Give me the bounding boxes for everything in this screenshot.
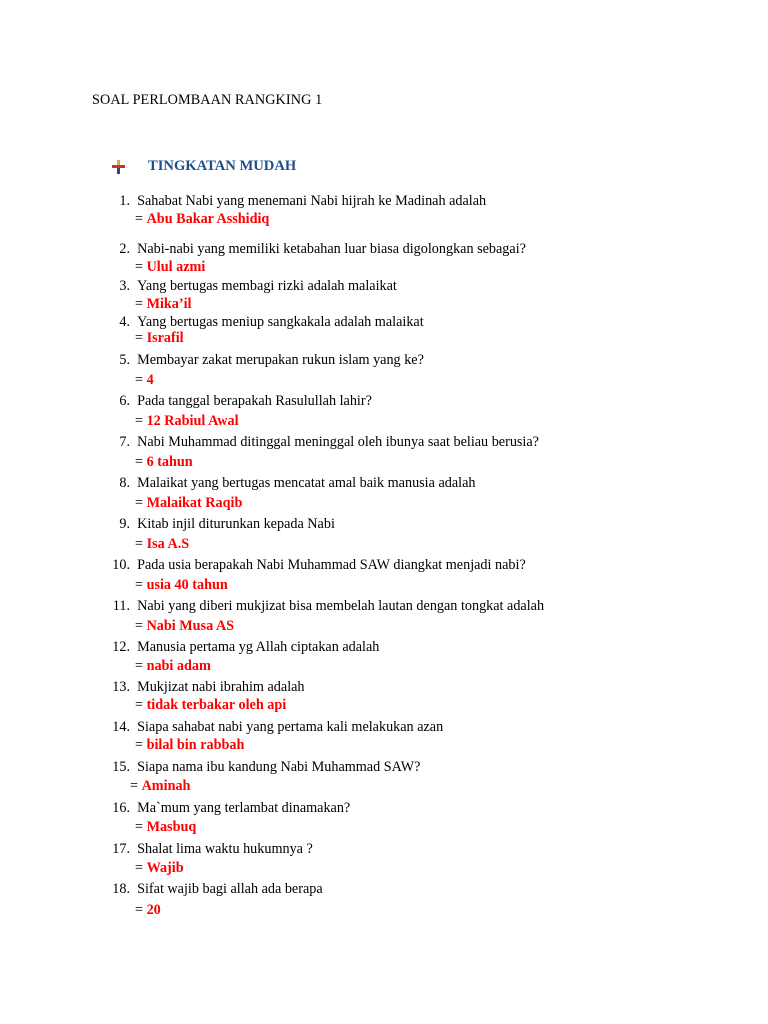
equals-sign: = <box>135 902 147 918</box>
question-text: Pada usia berapakah Nabi Muhammad SAW diangkat menjadi nabi? <box>130 557 526 573</box>
question-item <box>100 516 335 533</box>
equals-sign: = <box>135 860 147 876</box>
question-number: 8. <box>119 475 130 491</box>
answer-line <box>135 259 205 276</box>
section-heading-text: TINGKATAN MUDAH <box>148 158 297 174</box>
question-item <box>100 241 526 258</box>
section-heading <box>112 158 296 175</box>
question-text: Sifat wajib bagi allah ada berapa <box>130 881 323 897</box>
question-item <box>100 278 397 295</box>
question-text: Kitab injil diturunkan kepada Nabi <box>130 516 335 532</box>
equals-sign: = <box>135 259 147 275</box>
answer-text: Ulul azmi <box>146 259 206 275</box>
answer-text: Isa A.S <box>146 536 190 552</box>
answer-text: Abu Bakar Asshidiq <box>146 211 270 227</box>
answer-line <box>135 413 239 430</box>
question-number: 9. <box>119 516 130 532</box>
equals-sign: = <box>135 495 147 511</box>
question-item <box>100 759 420 776</box>
question-text: Nabi-nabi yang memiliki ketabahan luar biasa digolongkan sebagai? <box>130 241 526 257</box>
answer-text: 12 Rabiul Awal <box>146 413 239 429</box>
question-number: 4. <box>119 314 130 330</box>
equals-sign: = <box>135 413 147 429</box>
question-number: 14. <box>112 719 130 735</box>
equals-sign: = <box>135 536 147 552</box>
answer-text: nabi adam <box>146 658 211 674</box>
question-item <box>100 475 476 492</box>
answer-text: Mika’il <box>146 296 192 312</box>
question-number: 6. <box>119 393 130 409</box>
equals-sign: = <box>135 737 147 753</box>
question-item <box>100 639 379 656</box>
plus-bullet-icon <box>112 160 126 174</box>
question-text: Ma`mum yang terlambat dinamakan? <box>130 800 351 816</box>
question-number: 11. <box>112 598 130 614</box>
question-text: Mukjizat nabi ibrahim adalah <box>130 679 305 695</box>
answer-text: Wajib <box>146 860 184 876</box>
question-text: Shalat lima waktu hukumnya ? <box>130 841 313 857</box>
question-number: 15. <box>112 759 130 775</box>
question-item <box>100 193 486 210</box>
question-item <box>100 598 544 615</box>
question-item <box>100 800 350 817</box>
equals-sign: = <box>130 778 142 794</box>
answer-line <box>135 577 228 594</box>
question-text: Siapa sahabat nabi yang pertama kali melakukan azan <box>130 719 444 735</box>
document-title: SOAL PERLOMBAAN RANGKING 1 <box>92 92 323 108</box>
equals-sign: = <box>135 211 147 227</box>
question-text: Pada tanggal berapakah Rasulullah lahir? <box>130 393 372 409</box>
question-number: 16. <box>112 800 130 816</box>
answer-text: Masbuq <box>146 819 197 835</box>
question-number: 17. <box>112 841 130 857</box>
question-number: 1. <box>119 193 130 209</box>
answer-text: tidak terbakar oleh api <box>146 697 287 713</box>
question-text: Manusia pertama yg Allah ciptakan adalah <box>130 639 380 655</box>
answer-line <box>135 618 234 635</box>
question-text: Nabi yang diberi mukjizat bisa membelah lautan dengan tongkat adalah <box>130 598 545 614</box>
answer-line <box>135 211 269 228</box>
question-item <box>100 352 424 369</box>
answer-line <box>135 902 161 919</box>
answer-text: Malaikat Raqib <box>146 495 243 511</box>
equals-sign: = <box>135 697 147 713</box>
question-number: 12. <box>112 639 130 655</box>
question-number: 5. <box>119 352 130 368</box>
question-number: 13. <box>112 679 130 695</box>
answer-line <box>135 658 211 675</box>
question-item <box>100 393 372 410</box>
question-number: 3. <box>119 278 130 294</box>
answer-text: Aminah <box>141 778 191 794</box>
answer-line <box>135 860 184 877</box>
answer-text: 4 <box>146 372 154 388</box>
question-item <box>100 557 526 574</box>
answer-line <box>135 296 192 313</box>
question-text: Sahabat Nabi yang menemani Nabi hijrah ke Madinah adalah <box>130 193 487 209</box>
answer-line <box>135 330 184 347</box>
question-number: 7. <box>119 434 130 450</box>
answer-line <box>135 372 154 389</box>
answer-line <box>135 737 244 754</box>
question-number: 10. <box>112 557 130 573</box>
question-item <box>100 881 323 898</box>
equals-sign: = <box>135 658 147 674</box>
answer-line <box>135 454 193 471</box>
question-text: Malaikat yang bertugas mencatat amal baik manusia adalah <box>130 475 476 491</box>
equals-sign: = <box>135 577 147 593</box>
answer-line <box>135 536 189 553</box>
question-text: Yang bertugas membagi rizki adalah malaikat <box>130 278 397 294</box>
question-item <box>100 841 313 858</box>
answer-text: Nabi Musa AS <box>146 618 235 634</box>
equals-sign: = <box>135 454 147 470</box>
answer-text: 6 tahun <box>146 454 193 470</box>
question-item <box>100 719 443 736</box>
equals-sign: = <box>135 330 147 346</box>
answer-text: 20 <box>146 902 161 918</box>
question-text: Siapa nama ibu kandung Nabi Muhammad SAW? <box>130 759 421 775</box>
answer-line <box>135 495 242 512</box>
answer-text: bilal bin rabbah <box>146 737 245 753</box>
equals-sign: = <box>135 819 147 835</box>
answer-line <box>135 819 196 836</box>
question-text: Membayar zakat merupakan rukun islam yang ke? <box>130 352 424 368</box>
answer-text: Israfil <box>146 330 184 346</box>
equals-sign: = <box>135 372 147 388</box>
question-item <box>100 314 424 331</box>
question-item <box>100 679 305 696</box>
question-text: Nabi Muhammad ditinggal meninggal oleh ibunya saat beliau berusia? <box>130 434 539 450</box>
question-number: 2. <box>119 241 130 257</box>
question-number: 18. <box>112 881 130 897</box>
question-text: Yang bertugas meniup sangkakala adalah malaikat <box>130 314 424 330</box>
answer-line <box>130 778 190 795</box>
equals-sign: = <box>135 618 147 634</box>
answer-line <box>135 697 286 714</box>
equals-sign: = <box>135 296 147 312</box>
answer-text: usia 40 tahun <box>146 577 228 593</box>
question-item <box>100 434 539 451</box>
